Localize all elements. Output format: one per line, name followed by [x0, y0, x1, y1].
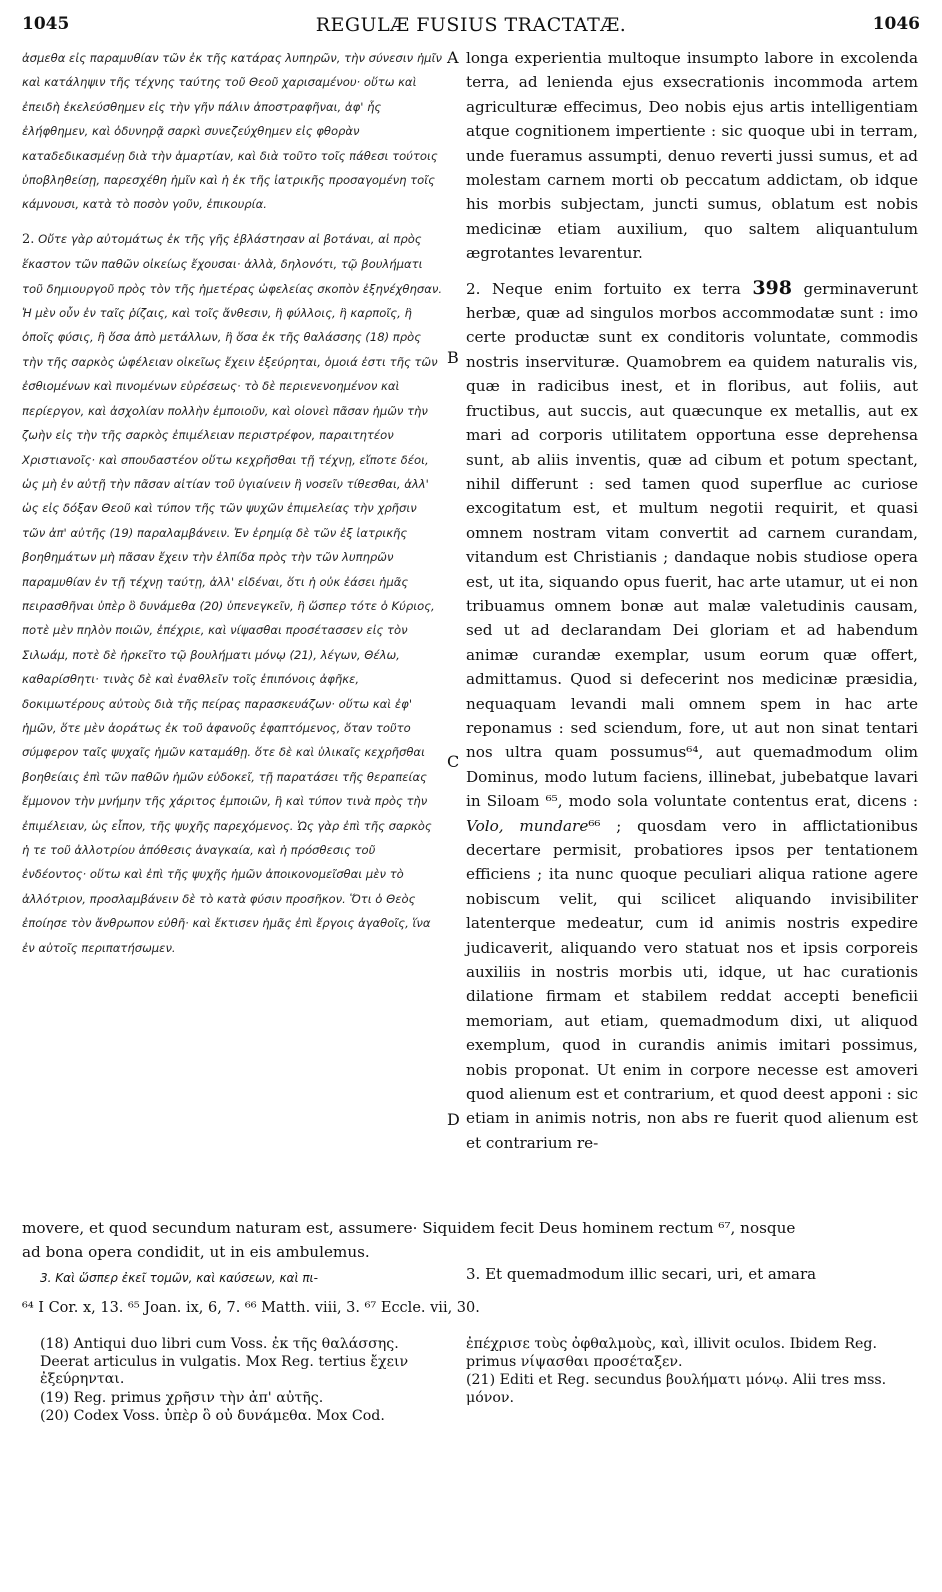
latin-paragraph-2-start: Neque enim fortuito ex terra [491, 279, 741, 298]
page-number-left: 1045 [22, 14, 70, 34]
greek-paragraph-2-text: Οὔτε γὰρ αὐτομάτως ἐκ τῆς γῆς ἐβλάστησαν αἱ βοτάναι, αἱ πρὸς ἕκαστον τῶν παθῶν οἰκείως ἔχουσαι· ἀλλὰ, δηλονότι, τῷ βουλήματι τοῦ δημιουργοῦ πρὸς τὸν τῆς ἡμετέρας ὠφελείας σκοπὸν ἐξηνέχθησαν. Ἡ μὲν οὖν ἐν ταῖς ῥίζαις, καὶ τοῖς ἄνθεσιν, ἢ φύλλοις, ἢ καρποῖς, ἢ ὀποῖς φύσις, ἢ ὅσα ἀπὸ μετάλλων, ἢ ὅσα ἐκ τῆς θαλάσσης (18) πρὸς τὴν τῆς σαρκὸς ὠφέλειαν οἰκεῖως ἔχειν ἐξεύρηται, ὁμοιά ἐστι τῆς τῶν ἐσθιομένων καὶ πινομένων εὑρέσεως· τὸ δὲ περιενενοημένον καὶ περίεργον, καὶ ἀσχολίαν πολλὴν ἐμποιοῦν, καὶ οἱονεὶ πᾶσαν ἡμῶν τὴν ζωὴν εἰς τὴν τῆς σαρκὸς ἐπιμέλειαν περιστρέφον, παραιτητέον Χριστιανοῖς· καὶ σπουδαστέον οὕτω κεχρῆσθαι τῇ τέχνῃ, εἴποτε δέοι, ὡς μὴ ἐν αὐτῇ τὴν πᾶσαν αἰτίαν τοῦ ὑγιαίνειν ἢ νοσεῖν τίθεσθαι, ἀλλ' ὡς εἰς δόξαν Θεοῦ καὶ τύπον τῆς τῶν ψυχῶν ἐπιμελείας τὴν χρῆσιν τῶν ἀπ' αὐτῆς (19) παραλαμβάνειν. Ἐν ἐρημίᾳ δὲ τῶν ἐξ ἰατρικῆς βοηθημάτων μὴ πᾶσαν ἔχειν τὴν ἐλπίδα πρὸς τὴν τῶν λυπηρῶν παραμυθίαν ἐν τῇ τέχνῃ ταύτῃ, ἀλλ' εἰδέναι, ὅτι ἡ οὐκ ἐάσει ἡμᾶς πειρασθῆναι ὑπὲρ ὃ δυνάμεθα (20) ὑπενεγκεῖν, ἢ ὥσπερ τότε ὁ Κύριος, ποτὲ μὲν πηλὸν ποιῶν, ἐπέχριε, καὶ νίψασθαι προσέτασσεν εἰς τὸν Σιλωάμ, ποτὲ δὲ ἠρκεῖτο τῷ βουλήματι μόνῳ (21), λέγων, Θέλω, καθαρίσθητι· τινὰς δὲ καὶ ἐναθλεῖν τοῖς ἐπιπόνοις ἀφῆκε, δοκιμωτέρους αὐτοὺς διὰ τῆς πείρας παρασκευάζων· οὕτω καὶ ἐφ' ἡμῶν, ὅτε μὲν ἀοράτως ἐκ τοῦ ἀφανοῦς ἐφαπτόμενος, ὅταν τοῦτο σύμφερον ταῖς ψυχαῖς ἡμῶν καταμάθῃ. ὅτε δὲ καὶ ὑλικαῖς κεχρῆσθαι βοηθείαις ἐπὶ τῶν παθῶν ἡμῶν εὐδοκεῖ, τῇ παρατάσει τῆς θεραπείας ἔμμονον τὴν μνήμην τῆς χάριτος ἐμποιῶν, ἢ καὶ τύπον τινὰ πρὸς τὴν ἐπιμέλειαν, ὡς εἶπον, τῆς ψυχῆς παρεχόμενος. Ὡς γὰρ ἐπὶ τῆς σαρκὸς ἡ τε τοῦ ἀλλοτρίου ἀπόθεσις ἀναγκαία, καὶ ἡ πρόσθεσις τοῦ ἐνδέοντος· οὕτω καὶ ἐπὶ τῆς ψυχῆς ἡμῶν ἀποικονομεῖσθαι μὲν τὸ ἀλλότριον, προσλαμβάνειν δὲ τὸ κατὰ φύσιν προσῆκον. Ὅτι ὁ Θεὸς ἐποίησε τὸν ἄνθρωπον εὐθῆ· καὶ ἔκτισεν ἡμᾶς ἐπὶ ἔργοις ἀγαθοῖς, ἵνα ἐν αὐτοῖς περιπατήσωμεν. [22, 231, 443, 955]
margin-letter-b: B [447, 348, 459, 367]
footnotes-left [40, 1336, 450, 1427]
running-title: REGULÆ FUSIUS TRACTATÆ. [315, 14, 627, 36]
latin-section-3: 3. Et quemadmodum illic secari, uri, et amara [466, 1265, 817, 1283]
footnote: (18) Antiqui duo libri cum Voss. ἐκ τῆς θαλάσσης. Deerat articulus in vulgatis. Mox Reg. tertius ἔχειν ἐξεύρηνται. [40, 1336, 409, 1387]
greek-section-3: 3. Καὶ ὥσπερ ἐκεῖ τομῶν, καὶ καύσεων, καὶ πι- [40, 1271, 318, 1285]
latin-paragraph-1: longa experientia multoque insumpto labore in excolenda terra, ad lenienda ejus exsecrationis incommoda artem agriculturæ effecimus, Deo nobis ejus artis intelligentiam atque cognitionem impertiente : sic quoque ubi in terram, unde fueramus assumpti, denuo reverti jussi sumus, et ad molestam carnem morti ob peccatum addictam, ob idque his morbis subjectam, juncti sumus, oblatum est nobis medicinæ etiam auxilium, quo saltem aliquantulum ægrotantes levarentur. [466, 49, 918, 263]
latin-paragraph-2-body: germinaverunt herbæ, quæ ad singulos morbos accommodatæ sunt : imo certe productæ sunt ex conditoris voluntate, commodis nostris inservituræ. Quamobrem ea quidem naturalis vis, quæ in radicibus inest, et in floribus, aut foliis, aut fructibus, aut succis, aut quæcunque ex metallis, aut ex mari ad corporis utilitatem opportuna esse deprehensa sunt, ab aliis inventis, quæ ad cibum et potum spectant, nihil differunt : sed tamen quod superflue ac curiose excogitatum est, et multum negotii requirit, et quasi omnem nostram vitam convertit ad carnem curandam, vitandum est Christianis ; dandaque nobis studiose opera est, ut ita, siquando opus fuerit, hac arte utamur, ut ei non tribuamus omnem bonæ aut malæ valetudinis causam, sed ut ad declarandam Dei gloriam et ad habendum animæ curandæ exemplar, usum eorum quæ offert, admittamus. Quod si defecerint nos medicinæ præsidia, nequaquam levandi mali omnem spem in hac arte reponamus : sed sciendum, fore, ut aut non sinat tentari nos ultra quam possumus⁶⁴, aut quemadmodum olim Dominus, modo lutum faciens, illinebat, jubebatque lavari in Siloam ⁶⁵, modo sola voluntate contentus erat, dicens : [466, 279, 919, 811]
latin-paragraph-2 [466, 276, 918, 1156]
full-width-line-1 [22, 1216, 918, 1240]
greek-paragraph-1: ἀσμεθα εἰς παραμυθίαν τῶν ἐκ τῆς κατάρας λυπηρῶν, τὴν σύνεσιν ἡμῖν καὶ κατάληψιν τῆς τέχνης ταύτης τοῦ Θεοῦ χαρισαμένου· οὕτω καὶ ἐπειδὴ ἐκελεύσθημεν εἰς τὴν γῆν πάλιν ἀποστραφῆναι, ἀφ' ἧς ἐλήφθημεν, καὶ ὀδυνηρᾷ σαρκὶ συνεζεύχθημεν εἰς φθορὰν καταδεδικασμένῃ διὰ τὴν ἁμαρτίαν, καὶ διὰ τοῦτο τοῖς πάθεσι τούτοις ὑποβληθείσῃ, παρεσχέθη ἡμῖν καὶ ἡ ἐκ τῆς ἰατρικῆς προσαγομένη τοῖς κάμνουσι, κατὰ τὸ ποσὸν γοῦν, ἐπικουρία. [22, 51, 442, 212]
full-width-line-2: ad bona opera condidit, ut in eis ambulemus. [22, 1243, 370, 1261]
footnote: (19) Reg. primus χρῆσιν τὴν ἀπ' αὐτῆς. [40, 1389, 324, 1406]
margin-letter-d: D [447, 1110, 460, 1129]
page-number-right: 1046 [872, 14, 920, 34]
margin-letter-a: A [447, 48, 459, 67]
greek-section-number: 2. [22, 231, 35, 247]
footnote: (21) Editi et Reg. secundus βουλήματι μόνῳ. Alii tres mss. μόνον. [466, 1372, 887, 1406]
latin-section-number: 2. [466, 279, 481, 298]
greek-paragraph-2 [22, 227, 442, 960]
full-width-line-1-left: movere, et quod secundum naturam est, assumere· [22, 1219, 418, 1237]
footnote: (20) Codex Voss. ὑπὲρ ὃ οὐ δυνάμεθα. Mox Cod. [40, 1408, 385, 1424]
full-width-line-1-right: Siquidem fecit Deus hominem rectum ⁶⁷, nosque [422, 1219, 796, 1237]
scripture-references: ⁶⁴ I Cor. x, 13. ⁶⁵ Joan. ix, 6, 7. ⁶⁶ Matth. viii, 3. ⁶⁷ Eccle. vii, 30. [22, 1300, 480, 1316]
latin-paragraph-2-rest: ⁶⁶ ; quosdam vero in afflictationibus decertare permisit, probatiores ipsos per tentationem efficiens ; ita nunc quoque peculiari aliqua ratione agere nobiscum velit, qui scilicet aliquando invisibiliter latenterque medeatur, cum id animis nostris expedire judicaverit, aliquando vero statuat nos et ipsis corporeis auxiliis in nostris morbis uti, idque, ut hac curationis dilatione firmam et stabilem reddat accepti beneficii memoriam, aut etiam, quemadmodum dixi, ut aliquod exemplum, quod in curandis animis imitari possimus, nobis proponat. Ut enim in corpore necesse est amoveri quod alienum est et contrarium, et quod deest apponi : sic etiam in animis notris, non abs re fuerit quod alienum est et contrarium re- [466, 816, 918, 1152]
column-marker-number: 398 [752, 276, 792, 299]
latin-quote: Volo, mundare [466, 816, 589, 835]
footnote: ἐπέχρισε τοὺς ὀφθαλμοὺς, καὶ, illivit oculos. Ibidem Reg. primus νίψασθαι προσέταξεν. [466, 1336, 878, 1370]
greek-column [22, 46, 442, 960]
latin-column [466, 46, 918, 1155]
margin-letter-c: C [447, 752, 460, 771]
running-header [22, 14, 920, 38]
footnotes-right [466, 1336, 918, 1408]
